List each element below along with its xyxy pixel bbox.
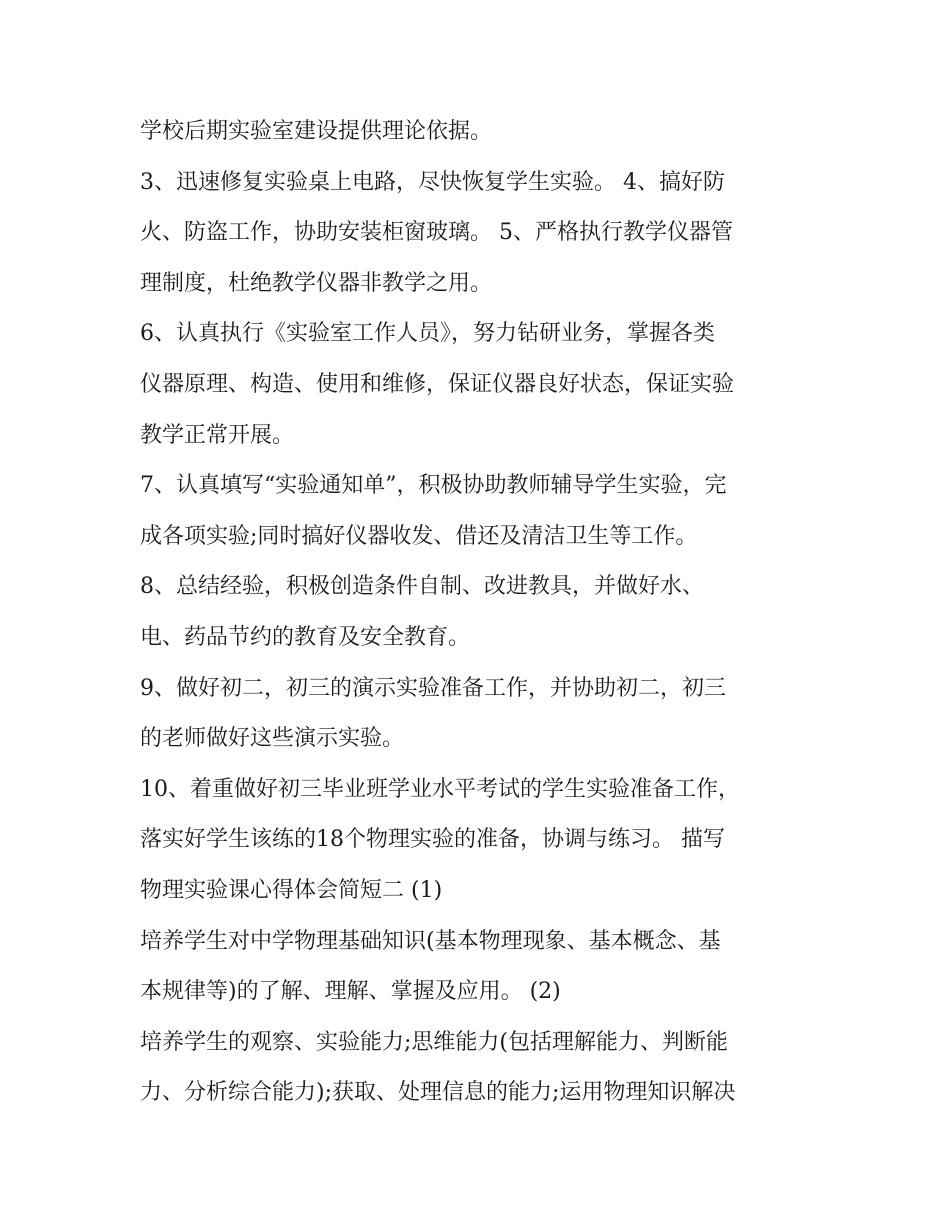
text-line: 理制度，杜绝教学仪器非教学之用。	[140, 270, 493, 296]
text-line: 3、迅速修复实验桌上电路，尽快恢复学生实验。 4、搞好防	[140, 169, 725, 195]
text-line: 教学正常开展。	[140, 422, 295, 448]
text-line: 6、认真执行《实验室工作人员》，努力钻研业务，掌握各类	[140, 321, 715, 347]
text-line: 电、药品节约的教育及安全教育。	[140, 624, 471, 650]
text-line: 仪器原理、构造、使用和维修，保证仪器良好状态，保证实验	[140, 371, 735, 397]
text-line: 10、着重做好初三毕业班学业水平考试的学生实验准备工作，	[140, 776, 740, 802]
text-line: 7、认真填写“实验通知单”，积极协助教师辅导学生实验，完	[140, 473, 727, 499]
text-line: 火、防盗工作，协助安装柜窗玻璃。 5、严格执行教学仪器管	[140, 220, 733, 246]
text-line: 培养学生的观察、实验能力;思维能力(包括理解能力、判断能	[140, 1029, 728, 1055]
text-line: 本规律等)的了解、理解、掌握及应用。 (2)	[140, 979, 561, 1005]
text-line: 落实好学生该练的18个物理实验的准备，协调与练习。 描写	[140, 827, 725, 853]
text-line: 9、做好初二，初三的演示实验准备工作，并协助初二，初三	[140, 675, 726, 701]
text-line: 的老师做好这些演示实验。	[140, 726, 405, 752]
text-line: 物理实验课心得体会简短二 (1)	[140, 877, 443, 903]
text-line: 力、分析综合能力);获取、处理信息的能力;运用物理知识解决	[140, 1080, 736, 1106]
text-line: 培养学生对中学物理基础知识(基本物理现象、基本概念、基	[140, 928, 721, 954]
text-line: 8、总结经验，积极创造条件自制、改进教具，并做好水、	[140, 574, 704, 600]
body-text	[140, 107, 820, 1119]
text-line: 学校后期实验室建设提供理论依据。	[140, 119, 493, 144]
text-line: 成各项实验;同时搞好仪器收发、借还及清洁卫生等工作。	[140, 523, 698, 549]
